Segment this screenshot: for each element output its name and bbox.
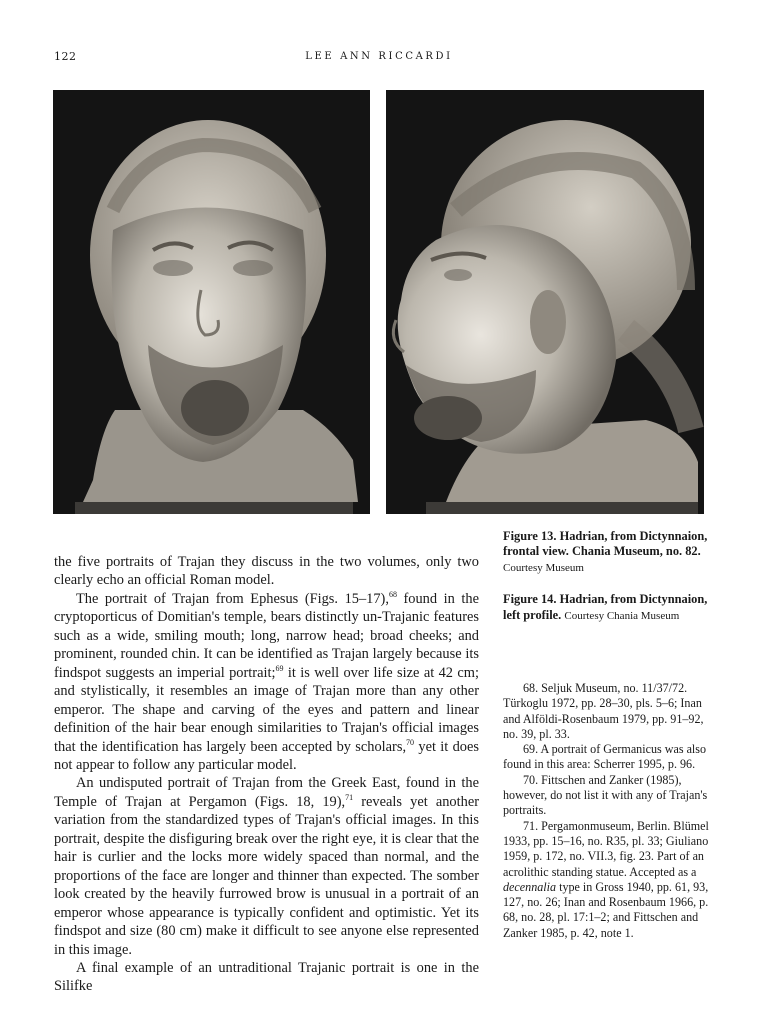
paragraph-2 — [54, 590, 479, 775]
caption-figure-13-label: Figure 13. — [503, 529, 557, 543]
running-head: LEE ANN RICCARDI — [305, 51, 453, 62]
figure-13-photo — [53, 90, 370, 514]
footnote-71-emphasis: decennalia — [503, 879, 557, 894]
caption-figure-14-title: Hadrian, from Dictynnaion, left profile. — [503, 592, 708, 622]
paragraph-2-text-c: it is well over life size at 42 cm; and stylistically, it resembles an image of Trajan more than any other emperor. The shape and carving of the eyes and pattern and linear definition of the hair bear enough similarities to Trajan's official images that the identification has largely been accepted by scholars, — [54, 664, 479, 755]
paragraph-3-text-b: reveals yet another variation from the standardized types of Trajan's official images. In this portrait, despite the disfiguring break over the right eye, it is clear that the hair is curlier and the locks more widely spaced than normal, and the proportions of the face are longer and thinner than expected. The somber look created by the heavily furrowed brow is unusual in a portrait of an emperor whose appearance is typically confident and optimistic. Yet its findspot and size (80 cm) make it difficult to see anyone else represented in this image. — [54, 793, 479, 958]
caption-figure-13-credit: Courtesy Museum — [503, 561, 584, 574]
paragraph-4: A final example of an untraditional Trajanic portrait is one in the Silifke — [54, 959, 479, 995]
main-body-text — [54, 553, 479, 996]
caption-figure-14-label: Figure 14. — [503, 592, 557, 607]
figure-captions — [503, 529, 708, 640]
footnote-71 — [503, 819, 713, 941]
footnote-71-text-b: type in Gross 1940, pp. 61, 93, 127, no. 26; Inan and Rosenbaum 1966, p. 68, no. 28, pl. 17:1–2; and Fittschen and Zanker 1985, p. 42, note 1. — [503, 879, 709, 940]
paragraph-1: the five portraits of Trajan they discuss in the two volumes, only two clearly echo an official Roman model. — [54, 554, 479, 589]
footnote-69: 69. A portrait of Germanicus was also found in this area: Scherrer 1995, p. 96. — [503, 742, 707, 772]
footnotes — [503, 681, 713, 941]
paragraph-3-text-a: An undisputed portrait of Trajan from the Greek East, found in the Temple of Trajan at Pergamon (Figs. 18, 19), — [54, 775, 479, 810]
caption-figure-14 — [503, 592, 708, 624]
caption-figure-13-title: Hadrian, from Dictynnaion, frontal view. Chania Museum, no. 82. — [503, 529, 708, 559]
footnote-ref-70: 70 — [406, 737, 415, 747]
page-number: 122 — [54, 50, 77, 63]
figure-14-photo — [386, 90, 704, 514]
footnote-71-text-a: 71. Pergamonmuseum, Berlin. Blümel 1933, pp. 15–16, no. R35, pl. 33; Giuliano 1959, p. 172, no. VII.3, fig. 23. Part of an acrolithic standing statue. Accepted as a — [503, 818, 709, 879]
caption-figure-14-credit: Courtesy Chania Museum — [564, 609, 680, 622]
footnote-ref-68: 68 — [388, 590, 397, 600]
hadrian-frontal-image — [53, 90, 370, 514]
footnote-68: 68. Seljuk Museum, no. 11/37/72. Türkoglu 1972, pp. 28–30, pls. 5–6; Inan and Alföldi-Rosenbaum 1979, pp. 91–92, no. 39, pl. 33. — [503, 681, 704, 741]
paragraph-2-text-b: found in the cryptoporticus of Domitian's temple, bears distinctly un-Trajanic features such as a wide, smiling mouth; long, narrow head; broad cheeks; and prominent, rounded chin. It can be identified as Trajan largely because its findspot suggests an imperial portrait; — [54, 590, 479, 681]
paragraph-2-text-a: The portrait of Trajan from Ephesus (Figs. 15–17), — [76, 590, 389, 607]
paragraph-2-text-d: yet it does not appear to follow any particular model. — [54, 738, 479, 773]
paragraph-3 — [54, 774, 479, 959]
hadrian-profile-image — [386, 90, 704, 514]
caption-figure-13 — [503, 529, 708, 576]
footnote-70: 70. Fittschen and Zanker (1985), however, do not list it with any of Trajan's portraits. — [503, 772, 708, 818]
footnote-ref-69: 69 — [275, 663, 284, 673]
footnote-ref-71: 71 — [345, 793, 354, 803]
